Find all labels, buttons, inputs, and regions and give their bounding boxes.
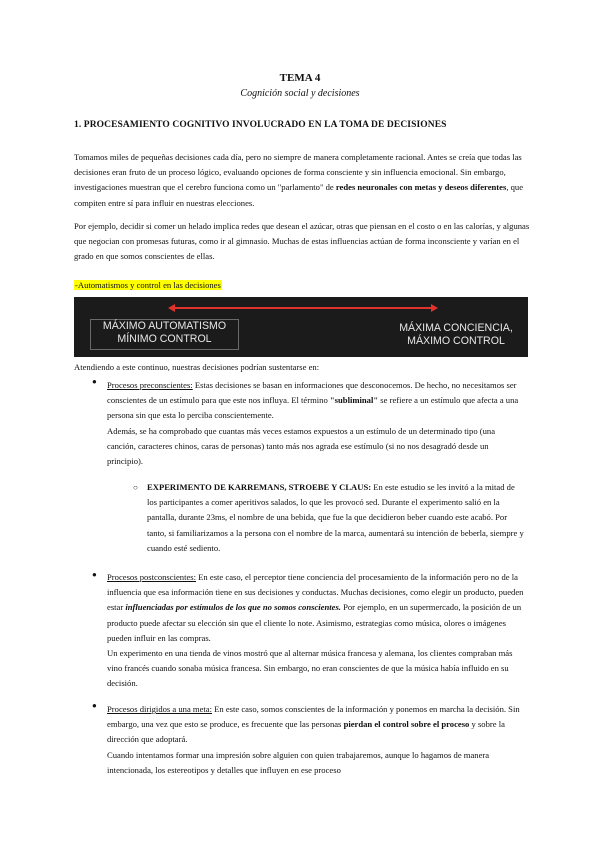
list-item-postconscious: Procesos postconscientes: En este caso, el perceptor tiene conciencia del procesamiento de la información pero no de la influencia que esa información tiene en sus decisiones y conductas. Muchas decisiones, como elegir un producto, pueden estar influenciadas por estímulos de los que no somos conscientes. Por ejemplo, en un supermercado, la posición de un producto puede afectar su elección sin que el cliente lo note. Asimismo, estrategias como música, olores o imágenes pueden influir en las compras. Un experimento en una tienda de vinos mostró que al alternar música francesa y alemana, los clientes compraban más vino francés cuando sonaba música francesa. Sin embargo, no eran conscientes de que la música había influido en su decisión. [107, 572, 524, 689]
paragraph-text: Tomamos miles de pequeñas decisiones cada día, pero no siempre de manera completamente racional. Antes se creía que todas las decisiones eran fruto de un proceso lógico, evaluando opciones de forma consciente y sin influencia emocional. Sin embargo, investigaciones muestran que el cerebro funciona como un "parlamento" de [74, 152, 522, 193]
highlighted-subheading: -Automatismos y control en las decisiones [75, 280, 221, 290]
page-title: TEMA 4 [279, 72, 321, 84]
double-arrow-icon [174, 307, 432, 309]
bullet-icon: ● [92, 701, 97, 710]
bullet-icon: ● [92, 377, 97, 386]
bold-phrase: pierdan el control sobre el proceso [343, 719, 470, 730]
list-item-preconscious: Procesos preconscientes: Estas decisiones se basan en informaciones que desconocemos. De hecho, no necesitamos ser conscientes de un estímulo para que este nos influya. El término "subliminal" se refiere a un estímulo que afecta a una persona sin que esta lo perciba conscientemente. Además, se ha comprobado que cuantas más veces estamos expuestos a un estímulo de un determinado tipo (una canción, caracteres chinos, caras de personas) tanto más nos agrada ese estímulo (si no nos desagradó desde un principio). [107, 380, 519, 467]
bold-term: "subliminal" [329, 395, 379, 406]
list-intro: Atendiendo a este continuo, nuestras decisiones podrían sustentarse en: [74, 362, 320, 372]
item-label: Procesos postconscientes: [107, 572, 197, 582]
automatism-label: MÁXIMO AUTOMATISMO MÍNIMO CONTROL [102, 320, 227, 345]
experiment-title: EXPERIMENTO DE KARREMANS, STROEBE Y CLAUS: [147, 482, 372, 492]
sub-item-experiment: EXPERIMENTO DE KARREMANS, STROEBE Y CLAUS: En este estudio se les invitó a la mitad de los participantes a comer aperitivos salados, lo que les provocó sed. Durante el experimento salió en la pantalla, durante 23ms, el nombre de una bebida, que fue la que decidieron beber cuando este acabó. Por tanto, si familiarizamos a la persona con el nombre de la marca, aumentará su intención de beberla, siempre y cuando esté sediento. [147, 482, 524, 553]
section-heading: 1. PROCESAMIENTO COGNITIVO INVOLUCRADO EN LA TOMA DE DECISIONES [74, 120, 447, 130]
consciousness-label: MÁXIMA CONCIENCIA, MÁXIMO CONTROL [399, 322, 513, 347]
item-label: Procesos dirigidos a una meta: [107, 704, 213, 714]
page-subtitle: Cognición social y decisiones [240, 88, 360, 99]
sub-bullet-icon: ○ [133, 483, 138, 492]
item-label: Procesos preconscientes: [107, 380, 193, 390]
continuum-banner [74, 297, 528, 357]
paragraph-intro [74, 150, 530, 211]
bullet-icon: ● [92, 570, 97, 579]
paragraph-text: , que compiten entre sí para influir en nuestras elecciones. [74, 182, 524, 208]
paragraph-example: Por ejemplo, decidir si comer un helado implica redes que desean el azúcar, otras que piensan en el costo o en las calorías, y algunas que negocian con promesas futuras, como ir al gimnasio. Muchas de estas influencias actúan de forma inconsciente y varían en el grado en que somos conscientes de ellas. [74, 221, 530, 262]
bold-italic-phrase: influenciadas por estímulos de los que no somos conscientes. [125, 602, 341, 613]
list-item-goal-directed: Procesos dirigidos a una meta: En este caso, somos conscientes de la información y ponemos en marcha la decisión. Sin embargo, una vez que esto se produce, es frecuente que las personas pierdan el control sobre el proceso y sobre la dirección que adoptará. Cuando intentamos formar una impresión sobre alguien con quien trabajaremos, aunque lo hagamos de manera intencionada, los estereotipos y detalles que influyen en ese proceso [107, 704, 520, 775]
bold-phrase: redes neuronales con metas y deseos diferentes [335, 182, 507, 193]
